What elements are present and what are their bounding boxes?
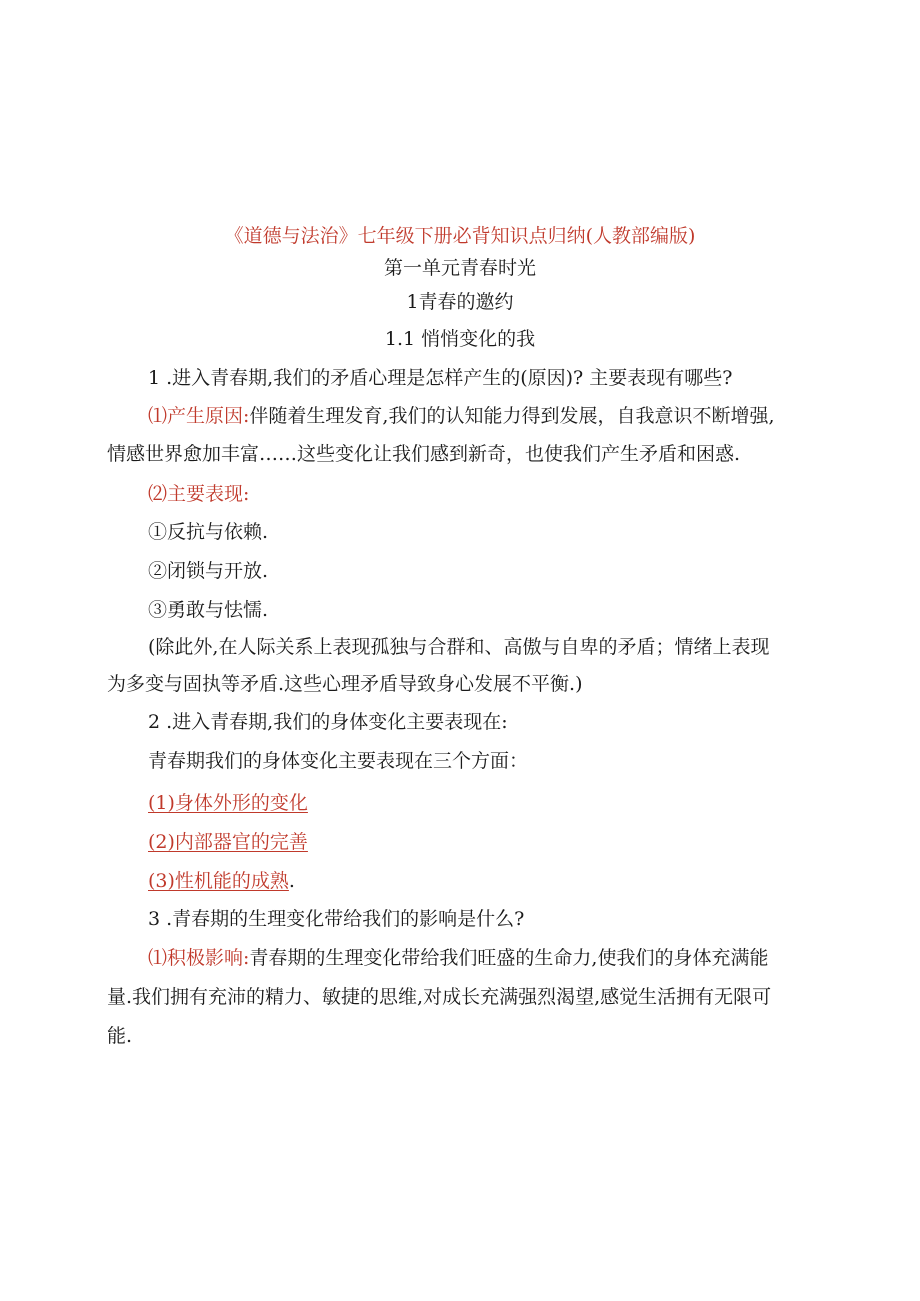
question-1: 1 .进入青春期,我们的矛盾心理是怎样产生的(原因)? 主要表现有哪些? bbox=[148, 367, 733, 389]
q2-intro: 青春期我们的身体变化主要表现在三个方面： bbox=[148, 750, 529, 772]
q2-item-2: (2)内部器官的完善 bbox=[148, 831, 308, 853]
q1-note-line1: (除此外,在人际关系上表现孤独与合群和、高傲与自卑的矛盾；情绪上表现 bbox=[148, 636, 770, 658]
question-2: 2 .进入青春期,我们的身体变化主要表现在: bbox=[148, 711, 508, 733]
q3-positive-text-1: 青春期的生理变化带给我们旺盛的生命力,使我们的身体充满能 bbox=[249, 947, 769, 969]
q3-positive-paragraph-line1 bbox=[148, 946, 768, 970]
q3-positive-text-2: 量.我们拥有充沛的精力、敏捷的思维,对成长充满强烈渴望,感觉生活拥有无限可 bbox=[107, 986, 772, 1008]
q3-positive-label: ⑴积极影响: bbox=[148, 947, 250, 969]
q2-item-3: (3)性机能的成熟 bbox=[148, 870, 289, 892]
q3-positive-text-3: 能. bbox=[107, 1025, 133, 1047]
q1-cause-text-1: 伴随着生理发育,我们的认知能力得到发展，自我意识不断增强, bbox=[249, 405, 775, 427]
section-heading: 1.1 悄悄变化的我 bbox=[384, 328, 536, 350]
question-3: 3 .青春期的生理变化带给我们的影响是什么? bbox=[148, 908, 525, 930]
q2-item-3-line bbox=[148, 869, 295, 893]
q1-item-2: ②闭锁与开放. bbox=[148, 560, 269, 582]
unit-heading: 第一单元青春时光 bbox=[383, 257, 536, 279]
q1-item-1: ①反抗与依赖. bbox=[148, 521, 269, 543]
q1-cause-text-2: 情感世界愈加丰富……这些变化让我们感到新奇，也使我们产生矛盾和困惑. bbox=[107, 443, 741, 465]
q1-main-label: ⑵主要表现: bbox=[148, 483, 250, 505]
q1-item-3: ③勇敢与怯懦. bbox=[148, 599, 269, 621]
q2-item-3-suffix: . bbox=[288, 870, 295, 892]
q1-note-line2: 为多变与固执等矛盾.这些心理矛盾导致身心发展不平衡.) bbox=[107, 673, 583, 695]
q2-item-1: (1)身体外形的变化 bbox=[148, 792, 308, 814]
q1-cause-label: ⑴产生原因: bbox=[148, 405, 250, 427]
lesson-heading: 1青春的邀约 bbox=[406, 291, 514, 313]
document-title: 《道德与法治》七年级下册必背知识点归纳(人教部编版) bbox=[224, 225, 696, 247]
q1-cause-paragraph-line1 bbox=[148, 404, 775, 428]
